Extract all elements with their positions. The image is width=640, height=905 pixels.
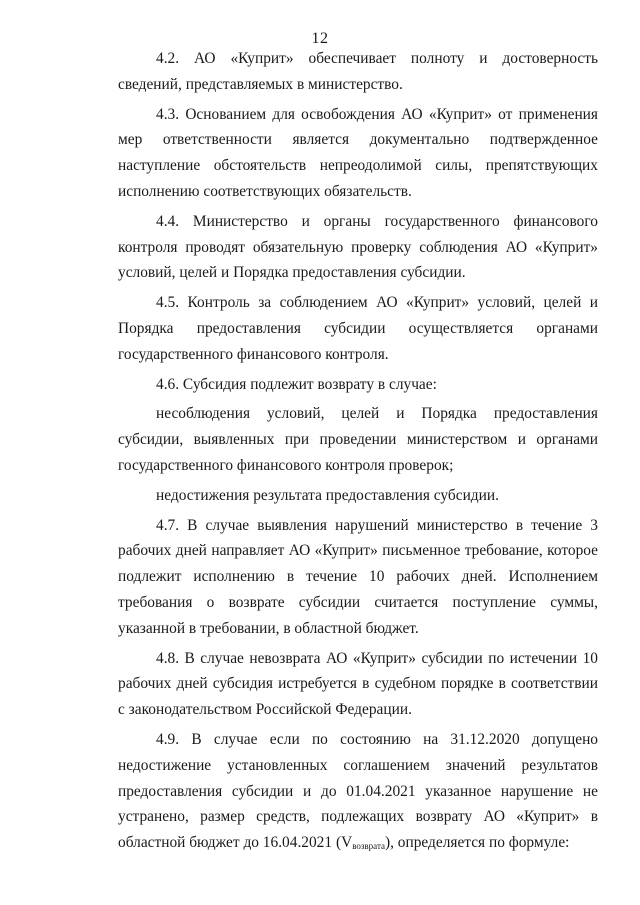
document-body [118,46,598,860]
formula-subscript: возврата [352,841,385,852]
paragraph-4-2: 4.2. АО «Куприт» обеспечивает полноту и достоверность сведений, представляемых в министерство. [118,50,598,93]
paragraph-4-6: 4.6. Субсидия подлежит возврату в случае: [156,375,437,393]
paragraph-4-9-tail: ), определяется по формуле: [384,834,570,852]
paragraph-4-6-item-b: недостижения результата предоставления субсидии. [156,486,499,504]
paragraph-4-8: 4.8. В случае невозврата АО «Куприт» субсидии по истечении 10 рабочих дней субсидия истребуется в судебном порядке в соответствии с законодательством Российской Федерации. [118,649,598,719]
paragraph-4-4: 4.4. Министерство и органы государственного финансового контроля проводят обязательную проверку соблюдения АО «Куприт» условий, целей и Порядка предоставления субсидии. [118,212,598,282]
formula-symbol: (V [335,834,353,852]
paragraph-4-7: 4.7. В случае выявления нарушений министерство в течение 3 рабочих дней направляет АО «Куприт» письменное требование, которое подлежит исполнению в течение 10 рабочих дней. Исполнением требования о возврате субсидии считается поступление суммы, указанной в требовании, в областной бюджет. [118,516,598,637]
page-number: 12 [311,30,329,47]
paragraph-4-3: 4.3. Основанием для освобождения АО «Куприт» от применения мер ответственности является документально подтвержденное наступление обстоятельств непреодолимой силы, препятствующих исполнению соответствующих обязательств. [118,105,598,200]
paragraph-4-9 [118,727,598,860]
paragraph-4-5: 4.5. Контроль за соблюдением АО «Куприт» условий, целей и Порядка предоставления субсидии осуществляется органами государственного финансового контроля. [118,294,598,363]
paragraph-4-6-item-a: несоблюдения условий, целей и Порядка предоставления субсидии, выявленных при проведении министерством и органами государственного финансового контроля проверок; [118,405,598,474]
paragraph-4-9-main: 4.9. В случае если по состоянию на 31.12.2020 допущено недостижение установленных соглашением значений результатов предоставления субсидии и до 01.04.2021 указанное нарушение не устранено, размер средств, подлежащих возврату АО «Куприт» в областной бюджет до 16.04.2021 [118,730,598,852]
